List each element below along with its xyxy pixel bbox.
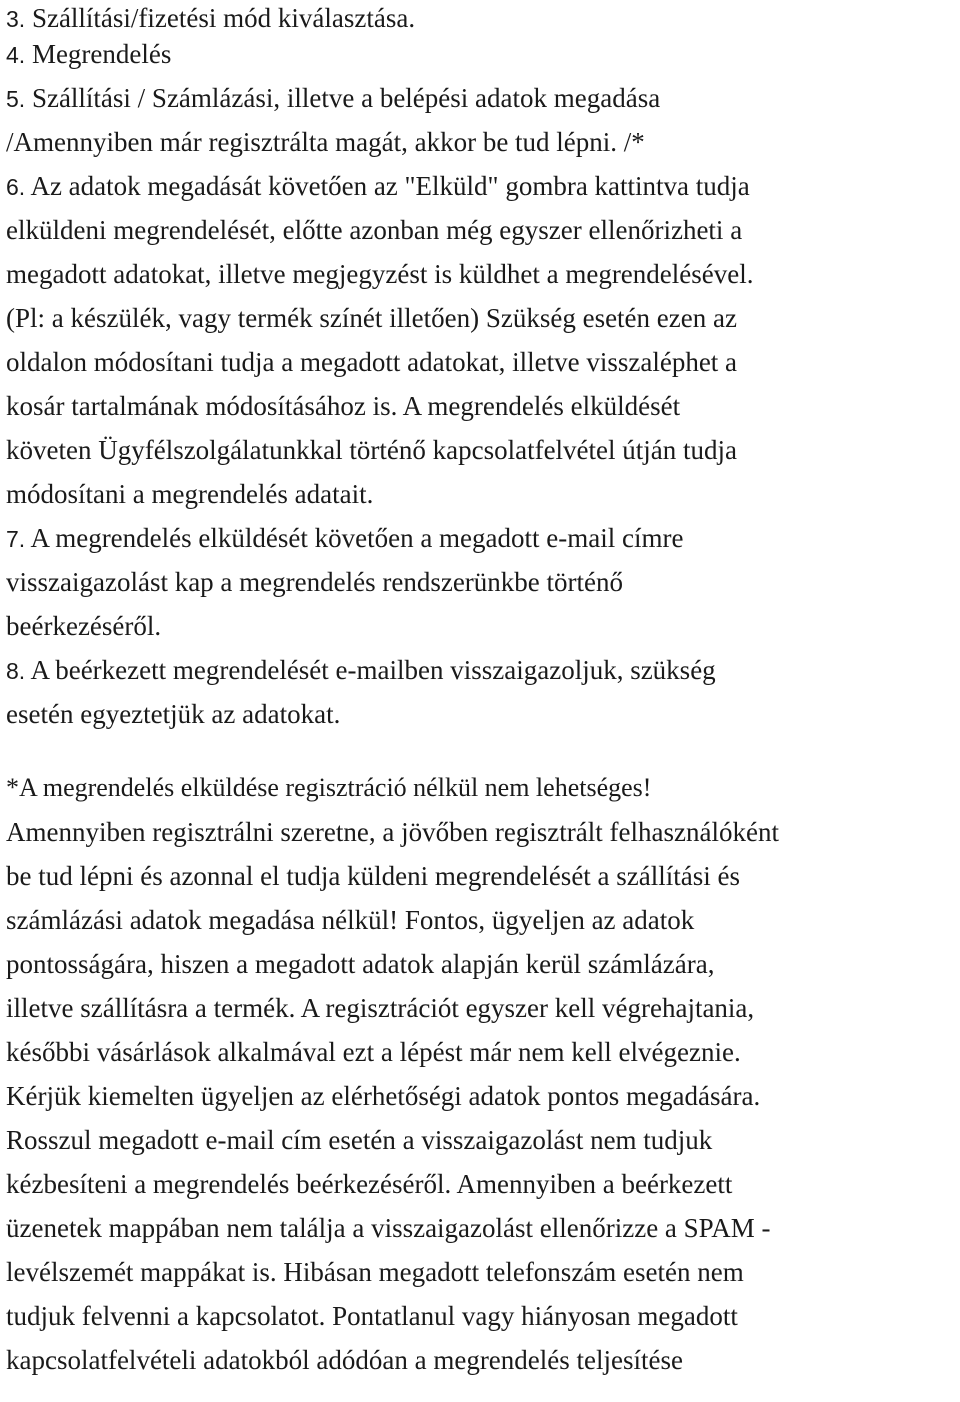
text-line <box>6 1074 760 1118</box>
text-line <box>6 32 171 76</box>
line-text: elküldeni megrendelését, előtte azonban még egyszer ellenőrizheti a <box>6 215 743 245</box>
line-text: /Amennyiben már regisztrálta magát, akkor be tud lépni. /* <box>6 127 645 157</box>
line-text: kapcsolatfelvételi adatokból adódóan a megrendelés teljesítése <box>6 1345 683 1375</box>
line-text: Megrendelés <box>25 39 172 69</box>
line-text: későbbi vásárlások alkalmával ezt a lépést már nem kell elvégeznie. <box>6 1037 741 1067</box>
line-text: A megrendelés elküldését követően a megadott e-mail címre <box>25 523 684 553</box>
line-text: visszaigazolást kap a megrendelés rendszerünkbe történő <box>6 567 624 597</box>
line-text: pontosságára, hiszen a megadott adatok alapján kerül számlázára, <box>6 949 715 979</box>
text-line <box>6 1294 738 1338</box>
text-line <box>6 296 737 340</box>
line-text: kosár tartalmának módosításához is. A megrendelés elküldését <box>6 391 681 421</box>
line-text: számlázási adatok megadása nélkül! Fontos, ügyeljen az adatok <box>6 905 695 935</box>
line-text: Szállítási / Számlázási, illetve a belépési adatok megadása <box>25 83 661 113</box>
line-text: beérkezéséről. <box>6 611 162 641</box>
text-line <box>6 1162 732 1206</box>
line-text: tudjuk felvenni a kapcsolatot. Pontatlanul vagy hiányosan megadott <box>6 1301 738 1331</box>
line-text: *A megrendelés elküldése regisztráció nélkül nem lehetséges! <box>6 773 652 802</box>
text-line <box>6 76 660 120</box>
line-text: Kérjük kiemelten ügyeljen az elérhetőségi adatok pontos megadására. <box>6 1081 761 1111</box>
line-text: levélszemét mappákat is. Hibásan megadott telefonszám esetén nem <box>6 1257 744 1287</box>
list-number: 7. <box>6 526 26 552</box>
text-line <box>6 1338 683 1382</box>
text-line <box>6 472 373 516</box>
line-text: módosítani a megrendelés adatait. <box>6 479 374 509</box>
line-text: Amennyiben regisztrálni szeretne, a jövőben regisztrált felhasználóként <box>6 817 779 847</box>
text-line <box>6 854 740 898</box>
line-text: Szállítási/fizetési mód kiválasztása. <box>25 3 416 33</box>
list-number: 8. <box>6 658 26 684</box>
text-line <box>6 120 645 164</box>
list-number: 4. <box>6 42 26 68</box>
line-text: A beérkezett megrendelését e-mailben visszaigazoljuk, szükség <box>25 655 716 685</box>
text-line <box>6 604 161 648</box>
text-line <box>6 1250 744 1294</box>
text-line <box>6 384 680 428</box>
text-line <box>6 164 750 208</box>
text-line <box>6 648 716 692</box>
text-line <box>6 428 737 472</box>
text-line <box>6 986 754 1030</box>
text-line <box>6 252 753 296</box>
text-line <box>6 1118 712 1162</box>
line-text: oldalon módosítani tudja a megadott adatokat, illetve visszaléphet a <box>6 347 738 377</box>
line-text: üzenetek mappában nem találja a visszaigazolást ellenőrizze a SPAM - <box>6 1213 771 1243</box>
line-text: esetén egyeztetjük az adatokat. <box>6 699 341 729</box>
line-text: kézbesíteni a megrendelés beérkezéséről. Amennyiben a beérkezett <box>6 1169 733 1199</box>
text-line <box>6 898 694 942</box>
text-line <box>6 340 737 384</box>
list-number: 5. <box>6 86 26 112</box>
text-line <box>6 766 651 810</box>
text-line <box>6 1206 770 1250</box>
line-text: be tud lépni és azonnal el tudja küldeni megrendelését a szállítási és <box>6 861 740 891</box>
text-line <box>6 208 742 252</box>
text-line <box>6 692 340 736</box>
line-text: követen Ügyfélszolgálatunkkal történő kapcsolatfelvétel útján tudja <box>6 435 738 465</box>
text-line <box>6 1030 741 1074</box>
line-text: illetve szállításra a termék. A regisztrációt egyszer kell végrehajtania, <box>6 993 755 1023</box>
line-text: megadott adatokat, illetve megjegyzést is küldhet a megrendelésével. <box>6 259 754 289</box>
line-text: (Pl: a készülék, vagy termék színét illetően) Szükség esetén ezen az <box>6 303 737 333</box>
list-number: 6. <box>6 174 26 200</box>
line-text: Rosszul megadott e-mail cím esetén a visszaigazolást nem tudjuk <box>6 1125 713 1155</box>
text-line <box>6 516 683 560</box>
line-text: Az adatok megadását követően az "Elküld" gombra kattintva tudja <box>25 171 750 201</box>
text-line <box>6 810 779 854</box>
text-line <box>6 560 623 604</box>
list-number: 3. <box>6 6 26 32</box>
text-line <box>6 942 714 986</box>
